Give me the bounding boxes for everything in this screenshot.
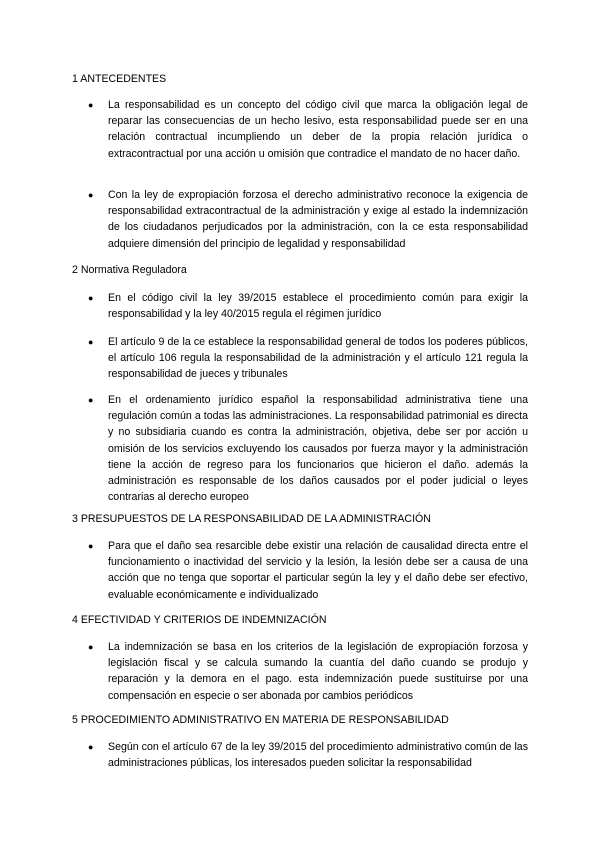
list-item-text: En el código civil la ley 39/2015 establece el procedimiento común para exigir la responsabilidad y la ley 40/2015 regula el régimen jurídico: [108, 292, 528, 321]
list-item-text: Según con el artículo 67 de la ley 39/2015 del procedimiento administrativo común de las administraciones públicas, los interesados pueden solicitar la responsabilidad: [108, 741, 528, 770]
section-heading-normativa: 2 Normativa Reguladora: [72, 264, 187, 276]
list-item-text: La indemnización se basa en los criterios de la legislación de expropiación forzosa y legislación fiscal y se calcula sumando la cuantía del daño cuando se produjo y reparación y la demora en el pago. esta indemnización puede sustituirse por una compensación en especie o ser abonada por cambios periódicos: [108, 641, 528, 702]
section-heading-efectividad: 4 EFECTIVIDAD Y CRITERIOS DE INDEMNIZACIÓN: [72, 614, 327, 626]
section-heading-antecedentes: 1 ANTECEDENTES: [72, 73, 167, 85]
list-item-text: Para que el daño sea resarcible debe existir una relación de causalidad directa entre el funcionamiento o inactividad del servicio y la lesión, la lesión debe ser a causa de una acción que no tenga que soportar el particular según la ley y el daño debe ser efectivo, evaluable económicamente e individualizado: [108, 540, 528, 601]
bullet-icon: ●: [88, 190, 94, 200]
bullet-icon: ●: [88, 541, 94, 551]
section-heading-presupuestos: 3 PRESUPUESTOS DE LA RESPONSABILIDAD DE LA ADMINISTRACIÓN: [72, 513, 431, 525]
bullet-icon: ●: [88, 395, 94, 405]
list-item-text: En el ordenamiento jurídico español la responsabilidad administrativa tiene una regulación común a todas las administraciones. La responsabilidad patrimonial es directa y no subsidiaria cuando es contra la administración, objetiva, debe ser por acción u omisión de los servicios excluyendo los causados por fuerza mayor y la administración tiene la acción de regreso para los funcionarios que hicieron el daño. además la administración es responsable de los daños causados por el poder judicial o leyes contrarias al derecho europeo: [108, 394, 528, 504]
section-heading-procedimiento: 5 PROCEDIMIENTO ADMINISTRATIVO EN MATERIA DE RESPONSABILIDAD: [72, 714, 449, 726]
list-item-text: La responsabilidad es un concepto del código civil que marca la obligación legal de reparar las consecuencias de un hecho lesivo, esta responsabilidad puede ser en una relación contractual incumpliendo un deber de la propia relación jurídica o extracontractual por una acción u omisión que contradice el mandato de no hacer daño.: [108, 99, 528, 160]
list-item-text: El artículo 9 de la ce establece la responsabilidad general de todos los poderes públicos, el artículo 106 regula la responsabilidad de la administración y el artículo 121 regula la responsabilidad de jueces y tribunales: [108, 336, 528, 381]
bullet-icon: ●: [88, 642, 94, 652]
bullet-icon: ●: [88, 293, 94, 303]
list-item-text: Con la ley de expropiación forzosa el derecho administrativo reconoce la exigencia de responsabilidad extracontractual de la administración y exige al estado la indemnización de los ciudadanos perjudicados por la administración, con la ce esta responsabilidad adquiere dimensión del principio de legalidad y responsabilidad: [108, 189, 528, 250]
bullet-icon: ●: [88, 742, 94, 752]
bullet-icon: ●: [88, 337, 94, 347]
bullet-icon: ●: [88, 100, 94, 110]
